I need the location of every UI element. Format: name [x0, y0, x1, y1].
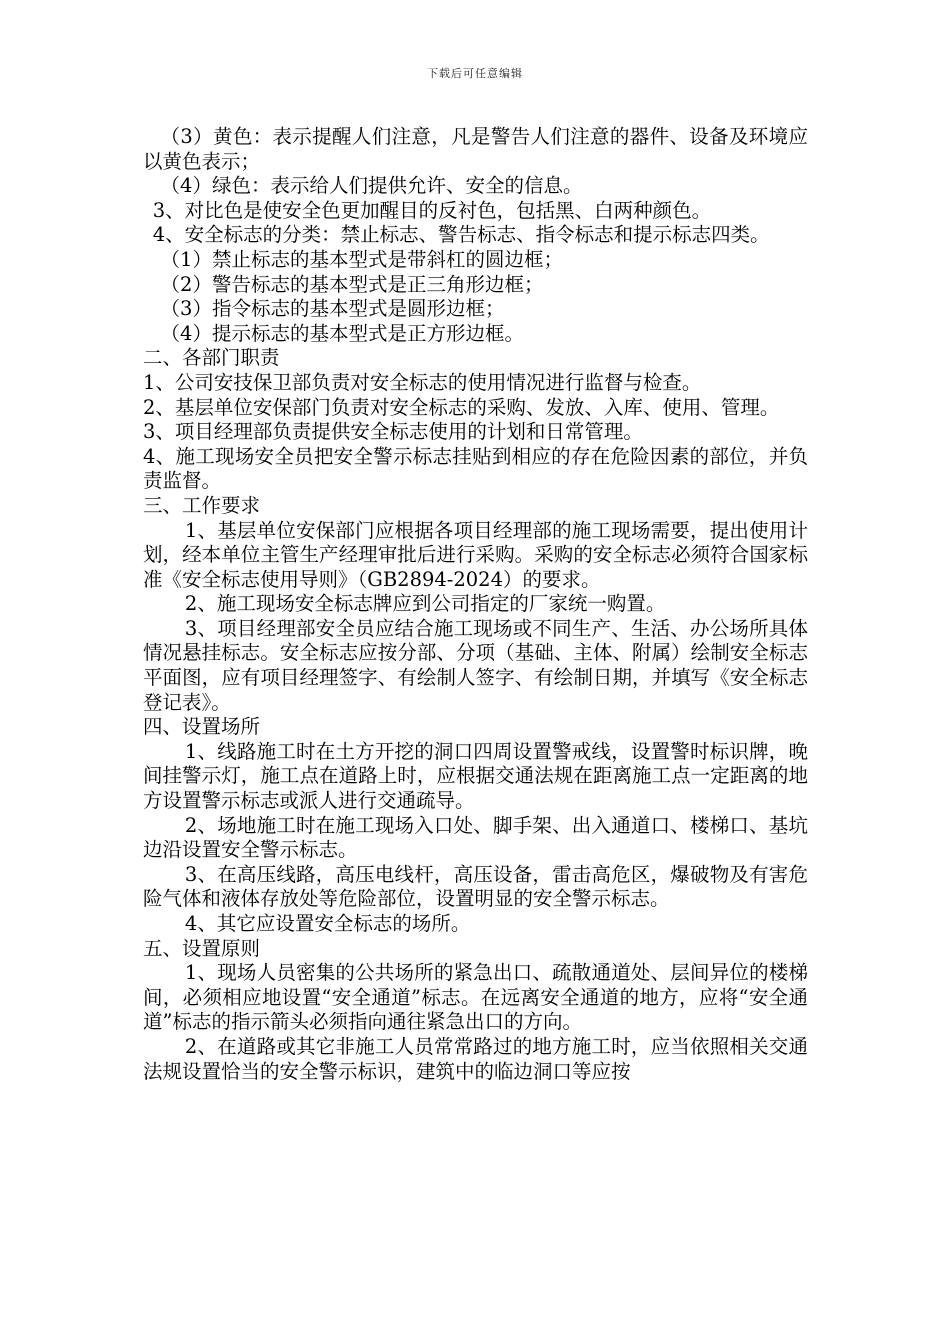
paragraph: 4、其它应设置安全标志的场所。 [184, 912, 471, 935]
paragraph: （3）指令标志的基本型式是圆形边框； [160, 297, 505, 321]
paragraph: （1）禁止标志的基本型式是带斜杠的圆边框； [160, 247, 563, 271]
paragraph: 1、线路施工时在土方开挖的洞口四周设置警戒线，设置警时标识牌，晚间挂警示灯，施工点在道路上时，应根据交通法规在距离施工点一定距离的地方设置警示标志或派人进行交通疏导。 [143, 739, 808, 813]
paragraph: 1、现场人员密集的公共场所的紧急出口、疏散通道处、层间异位的楼梯间，必须相应地设置“安全通道”标志。在远离安全通道的地方，应将“安全通道”标志的指示箭头必须指向通往紧急出口的方向。 [143, 961, 808, 1034]
paragraph: 2、基层单位安保部门负责对安全标志的采购、发放、入库、使用、管理。 [143, 395, 780, 419]
page-header: 下载后可任意编辑 [427, 67, 523, 80]
paragraph: （2）警告标志的基本型式是正三角形边框； [160, 272, 544, 296]
paragraph: 2、场地施工时在施工现场入口处、脚手架、出入通道口、楼梯口、基坑边沿设置安全警示标志。 [143, 813, 808, 862]
paragraph: 2、在道路或其它非施工人员常常路过的地方施工时，应当依照相关交通法规设置恰当的安全警示标识，建筑中的临边洞口等应按 [143, 1034, 808, 1083]
paragraph: 1、基层单位安保部门应根据各项目经理部的施工现场需要，提出使用计划，经本单位主管生产经理审批后进行采购。采购的安全标志必须符合国家标准《安全标志使用导则》（GB2894-2024）的要求。 [143, 518, 808, 591]
document-body [143, 125, 808, 1084]
section-heading: 五、设置原则 [143, 936, 261, 960]
paragraph: 3、项目经理部负责提供安全标志使用的计划和日常管理。 [143, 420, 643, 444]
paragraph: （3）黄色：表示提醒人们注意，凡是警告人们注意的器件、设备及环境应以黄色表示； [143, 125, 808, 173]
paragraph: 4、施工现场安全员把安全警示标志挂贴到相应的存在危险因素的部位，并负责监督。 [143, 444, 808, 493]
paragraph: 1、公司安技保卫部负责对安全标志的使用情况进行监督与检查。 [143, 370, 702, 394]
section-heading: 四、设置场所 [143, 715, 261, 739]
section-heading: 三、工作要求 [143, 493, 261, 517]
paragraph: 3、在高压线路，高压电线杆，高压设备，雷击高危区，爆破物及有害危险气体和液体存放处等危险部位，设置明显的安全警示标志。 [143, 862, 808, 911]
paragraph: 4、安全标志的分类：禁止标志、警告标志、指令标志和提示标志四类。 [152, 223, 770, 247]
paragraph: 3、对比色是使安全色更加醒目的反衬色，包括黑、白两种颜色。 [152, 198, 712, 222]
paragraph: 3、项目经理部安全员应结合施工现场或不同生产、生活、办公场所具体情况悬挂标志。安全标志应按分部、分项（基础、主体、附属）绘制安全标志平面图，应有项目经理签字、有绘制人签字、有绘制日期，并填写《安全标志登记表》。 [143, 616, 808, 714]
paragraph: （4）提示标志的基本型式是正方形边框。 [160, 321, 524, 345]
paragraph: 2、施工现场安全标志牌应到公司指定的厂家统一购置。 [184, 592, 666, 616]
section-heading: 二、各部门职责 [143, 346, 280, 370]
paragraph: （4）绿色：表示给人们提供允许、安全的信息。 [160, 174, 583, 198]
